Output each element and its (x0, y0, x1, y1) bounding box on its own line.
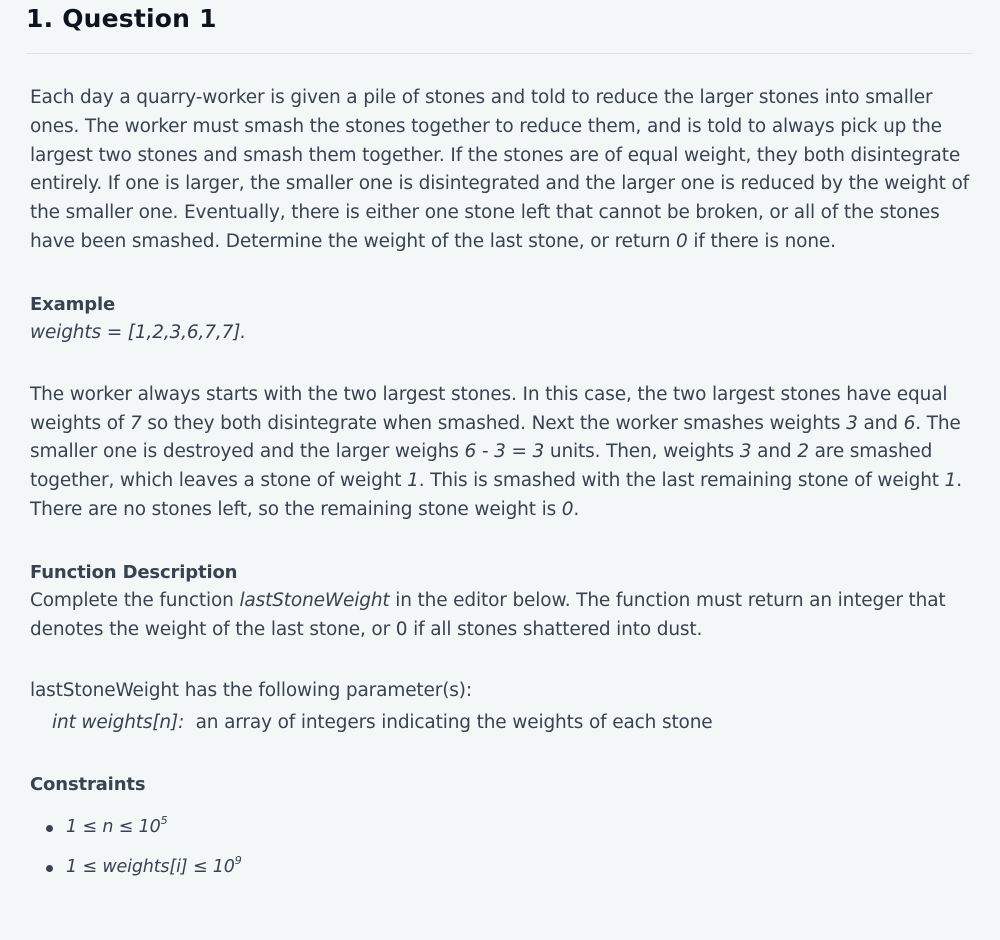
title-divider (26, 53, 972, 54)
explanation-text: . The smaller one is destroyed and the larger weighs (30, 412, 961, 463)
explanation-text: so they both disintegrate when smashed. Next the worker smashes weights (141, 412, 847, 434)
example-heading: Example (30, 293, 116, 315)
explanation-text: units. Then, weights (544, 441, 740, 463)
example-value: weights = [1,2,3,6,7,7]. (30, 321, 247, 343)
constraints-heading: Constraints (30, 773, 146, 795)
params-intro: lastStoneWeight has the following parameter(s): (30, 680, 472, 702)
intro-paragraph (30, 84, 970, 257)
page-title: 1. Question 1 (26, 4, 217, 33)
explanation-math: 3 (846, 412, 858, 434)
constraint-item: 1 ≤ weights[i] ≤ $10^9$ (30, 847, 970, 887)
explanation-text: The worker always starts with the two largest stones. In this case, the two largest stones have equal weights of (30, 383, 948, 434)
constraint-item: $1 \le n \le 10^5$ (30, 807, 970, 847)
intro-text: Each day a quarry-worker is given a pile of stones and told to reduce the larger stones into smaller ones. The worker must smash the stones together to reduce them, and is told to always pick up the largest two stones and smash them together. If the stones are of equal weight, they both disintegrate entirely. If one is larger, the smaller one is disintegrated and the larger one is reduced by the weight of the smaller one. Eventually, there is either one stone left that cannot be broken, or all of the stones have been smashed. Determine the weight of the last stone, or return (30, 87, 970, 252)
explanation-math: 1 (944, 470, 957, 492)
param-name: int weights[n]: (52, 712, 185, 734)
explanation-math: 0 (561, 498, 574, 520)
explanation-text: and (751, 441, 798, 463)
example-explanation (30, 381, 970, 525)
explanation-math: 6 (903, 412, 916, 434)
explanation-text: . (573, 498, 580, 520)
explanation-text: and (857, 412, 904, 434)
explanation-math: 7 (129, 412, 142, 434)
fd-post: in the editor below. The function must return an integer that denotes the weight of the last stone, or 0 if all stones shattered into dust. (30, 589, 946, 640)
intro-zero: 0 (676, 230, 688, 252)
explanation-text: are smashed together, which leaves a stone of weight (30, 441, 933, 492)
constraints-list (30, 807, 970, 887)
explanation-math: 2 (797, 441, 809, 463)
explanation-math: 3 (739, 441, 752, 463)
explanation-text: . This is smashed with the last remaining stone of weight (418, 470, 945, 492)
intro-tail: if there is none. (687, 230, 836, 252)
param-desc: an array of integers indicating the weights of each stone (184, 712, 713, 734)
fd-pre: Complete the function (30, 589, 240, 611)
param-line (52, 709, 970, 738)
fd-function-name: lastStoneWeight (239, 589, 390, 611)
function-description-heading: Function Description (30, 561, 238, 583)
function-description-text (30, 587, 970, 645)
problem-body (30, 84, 970, 887)
explanation-math: 1 (407, 470, 419, 492)
explanation-math: 6 - 3 = 3 (464, 441, 545, 463)
explanation-text: . There are no stones left, so the remaining stone weight is (30, 470, 962, 520)
